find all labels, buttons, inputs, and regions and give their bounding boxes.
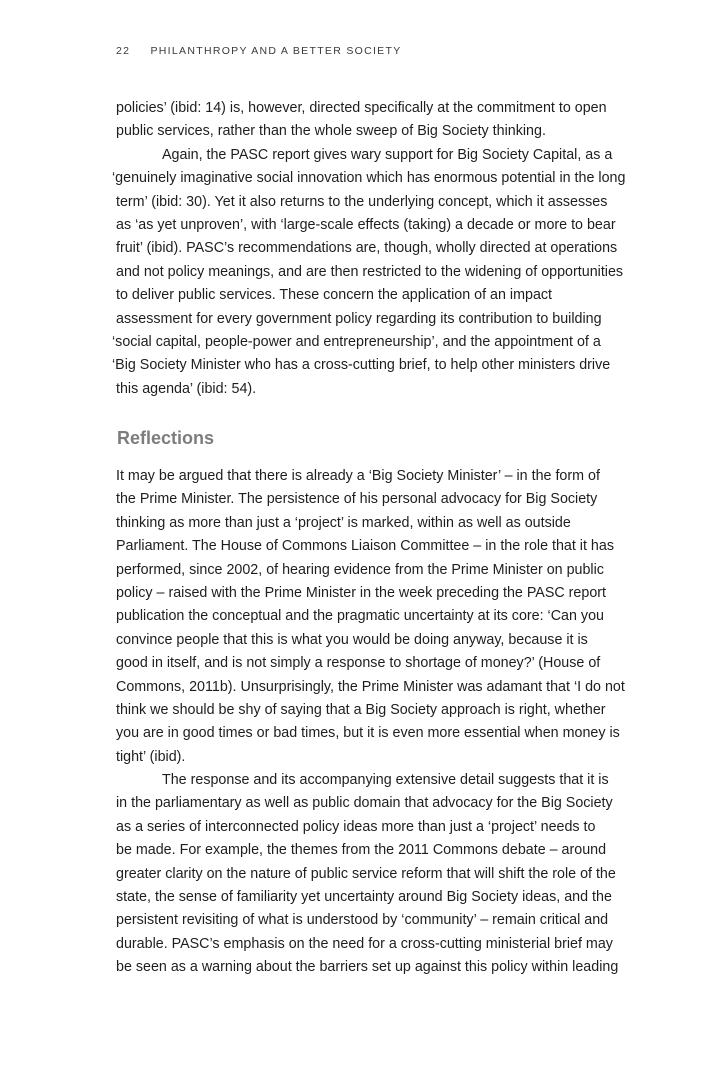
text-line: ‘Big Society Minister who has a cross-cutting brief, to help other ministers drive: [112, 357, 611, 374]
section-heading: Reflections: [117, 428, 215, 448]
text-line: think we should be shy of saying that a Big Society approach is right, whether: [116, 701, 606, 718]
text-line: ‘genuinely imaginative social innovation which has enormous potential in the long: [112, 170, 626, 187]
text-line: and not policy meanings, and are then restricted to the widening of opportunities: [116, 263, 624, 280]
text-line: assessment for every government policy regarding its contribution to building: [116, 310, 602, 327]
text-line: Commons, 2011b). Unsurprisingly, the Prime Minister was adamant that ‘I do not: [116, 678, 625, 695]
text-line: in the parliamentary as well as public domain that advocacy for the Big Society: [116, 795, 613, 812]
reflections-paragraphs: [116, 465, 636, 980]
text-line: fruit’ (ibid). PASC’s recommendations are, though, wholly directed at operations: [116, 240, 618, 257]
text-line: public services, rather than the whole sweep of Big Society thinking.: [116, 123, 546, 140]
text-line: It may be argued that there is already a ‘Big Society Minister’ – in the form of: [116, 468, 600, 484]
text-line: tight’ (ibid).: [116, 748, 186, 765]
text-line: publication the conceptual and the pragmatic uncertainty at its core: ‘Can you: [116, 608, 604, 625]
text-line: policy – raised with the Prime Minister in the week preceding the PASC report: [116, 584, 607, 601]
text-line: as ‘as yet unproven’, with ‘large-scale effects (taking) a decade or more to bear: [116, 216, 616, 233]
text-line: Again, the PASC report gives wary support for Big Society Capital, as a: [162, 146, 613, 163]
text-line: durable. PASC’s emphasis on the need for a cross-cutting ministerial brief may: [116, 935, 613, 952]
text-line: performed, since 2002, of hearing evidence from the Prime Minister on public: [116, 561, 604, 578]
text-line: persistent revisiting of what is understood by ‘community’ – remain critical and: [116, 912, 609, 929]
page-number: 22: [116, 45, 131, 57]
text-line: convince people that this is what you would be doing anyway, because it is: [116, 631, 588, 648]
text-line: be seen as a warning about the barriers set up against this policy within leading: [116, 959, 619, 976]
text-line: as a series of interconnected policy ideas more than just a ‘project’ needs to: [116, 818, 596, 835]
text-line: Parliament. The House of Commons Liaison Committee – in the role that it has: [116, 538, 614, 555]
section-paragraphs: [112, 97, 636, 401]
running-head: [116, 45, 402, 57]
text-line: you are in good times or bad times, but it is even more essential when money is: [116, 725, 620, 742]
text-line: greater clarity on the nature of public service reform that will shift the role of the: [116, 865, 616, 882]
text-line: thinking as more than just a ‘project’ is marked, within as well as outside: [116, 514, 571, 531]
text-line: the Prime Minister. The persistence of his personal advocacy for Big Society: [116, 491, 598, 508]
text-line: ‘social capital, people-power and entrepreneurship’, and the appointment of a: [112, 333, 601, 350]
text-line: be made. For example, the themes from the 2011 Commons debate – around: [116, 842, 607, 859]
text-line: state, the sense of familiarity yet uncertainty around Big Society ideas, and the: [116, 889, 612, 906]
text-line: term’ (ibid: 30). Yet it also returns to the underlying concept, which it assesses: [116, 193, 608, 210]
running-title: PHILANTHROPY AND A BETTER SOCIETY: [150, 45, 402, 57]
text-line: policies’ (ibid: 14) is, however, directed specifically at the commitment to open: [116, 100, 607, 116]
text-line: this agenda’ (ibid: 54).: [116, 380, 257, 397]
text-line: good in itself, and is not simply a response to shortage of money?’ (House of: [116, 655, 601, 672]
text-line: The response and its accompanying extensive detail suggests that it is: [162, 772, 609, 789]
text-line: to deliver public services. These concern the application of an impact: [116, 287, 553, 304]
